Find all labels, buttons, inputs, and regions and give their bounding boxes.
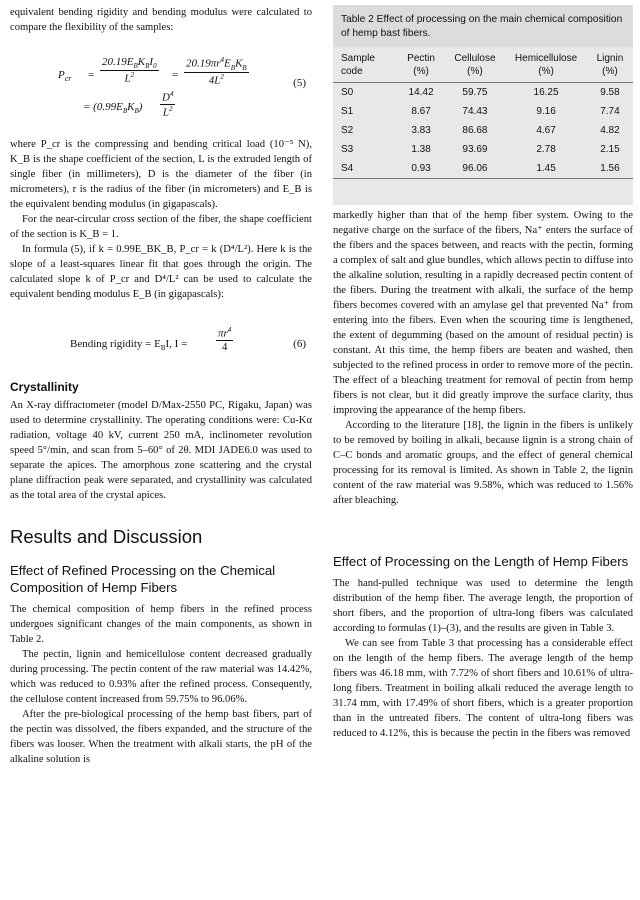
effect-chemical-heading: Effect of Refined Processing on the Chemical Composition of Hemp Fibers — [10, 563, 276, 595]
table-cell: 9.16 — [536, 106, 556, 117]
table-cell: 1.56 — [600, 163, 620, 174]
table-cell: 96.06 — [462, 163, 488, 174]
table-row — [333, 83, 633, 103]
length-heading: Effect of Processing on the Length of Hemp Fibers — [333, 554, 629, 569]
table-cell: 93.69 — [462, 144, 488, 155]
header-hemicellulose: Hemicellulose (%) — [514, 53, 578, 77]
table-row — [333, 102, 633, 121]
crystallinity-heading: Crystallinity — [10, 380, 79, 394]
table-cell: 14.42 — [408, 87, 434, 98]
eq5-lhs: $P_{cr}$ — [58, 69, 72, 84]
eq6-number: (6) — [293, 338, 306, 350]
table-cell: 59.75 — [462, 87, 488, 98]
table-cell: S2 — [341, 125, 354, 136]
table-cell: 3.83 — [411, 125, 431, 136]
effect-paragraph-3: After the pre-biological processing of the hemp bast fibers, part of the pectin was dissolved, the fibers expanded, and the structure of the fibers was looser. When the treatment with alkali starts, the pH of the alkaline solution is — [10, 709, 312, 765]
eq6-fraction: $\frac{\pi r^4}{4}$ — [218, 326, 232, 353]
table-header-row — [333, 47, 633, 83]
eq5-fraction-1: $20.19E_BK_BI_0$ $L^2$ — [102, 56, 157, 85]
table-cell: 4.82 — [600, 125, 620, 136]
table-row — [333, 140, 633, 159]
table-cell: 7.74 — [600, 106, 620, 117]
eq5-line-2: = $(0.99E_BK_B)$ — [83, 101, 143, 116]
table-cell: 0.93 — [411, 163, 431, 174]
table-cell: S4 — [341, 163, 354, 174]
table-2-caption: Table 2 Effect of processing on the main chemical composition of hemp bast fibers. — [333, 5, 633, 47]
right-paragraph-2: According to the literature [18], the lignin in the fibers is unlikely to be removed by boiling in alkali, because lignin is a strong chain of C–C bonds and aromatic groups, and the effect of general chemical processing for its removal is limited. As shown in Table 2, the lignin content of the raw material was 9.58%, which was reduced to 1.56% after bleaching. — [333, 420, 633, 506]
right-column — [333, 0, 633, 741]
eq5-fraction-2: $20.19\pi r^4E_BK_B$ $4L^2$ — [186, 56, 247, 87]
left-column — [10, 0, 312, 767]
crystallinity-paragraph: An X-ray diffractometer (model D/Max-2550 PC, Rigaku, Japan) was used to determine crystallinity. The operating conditions were: Cu-Kα radiation, voltage 40 kV, current 250 mA, inclinometer revolution speed 5°/min, and scan from 5–60° of 2θ. MDI JADE6.0 was used to separate the apices. The amorphous zone scattering and the crystal plane diffraction peak were separated, and crystallinity was calculated as the total area of the crystal apices. — [10, 400, 312, 501]
table-cell: 1.45 — [536, 163, 556, 174]
eq6-text: Bending rigidity = $E_BI$, I = — [70, 338, 188, 353]
equation-5 — [10, 49, 312, 119]
table-row — [333, 159, 633, 179]
effect-paragraph-1: The chemical composition of hemp fibers in the refined process undergoes significant changes of the main components, as shown in Table 2. — [10, 604, 312, 645]
table-cell: 2.15 — [600, 144, 620, 155]
table-cell: S0 — [341, 87, 354, 98]
intro-paragraph: equivalent bending rigidity and bending modulus were calculated to compare the flexibility of the samples: — [10, 7, 312, 33]
header-sample-code: Sample code — [341, 53, 375, 77]
right-paragraph-4: We can see from Table 3 that processing has a considerable effect on the length of the hemp fibers. The average length of the hemp fibers was 46.18 mm, with 7.72% of short fibers and 10.61% of ultra-long fibers. Treatment in boiling alkali reduced the average length to 31.74 mm, with 17.49% of short fibers, which is a greater proportion than in the untreated fibers. The content of ultra-long fibers was reduced to 4.12%, this is because the pectin in the fibers was removed — [333, 638, 633, 739]
table-row — [333, 121, 633, 140]
formula5-paragraph: In formula (5), if k = 0.99E_BK_B, P_cr = k (D⁴/L²). Here k is the slope of a least-squares linear fit that goes through the origin. The calculated slope k of P_cr and D⁴/L² can be used to calculate the equivalent bending modulus E_B (in gigapascals): — [10, 244, 312, 300]
table-cell: 9.58 — [600, 87, 620, 98]
where-paragraph: where P_cr is the compressing and bending critical load (10⁻⁵ N), K_B is the shape coefficient of the section, L is the extruded length of single fiber (in millimeters), D is the diameter of the fiber (in micrometers), r is the radius of the fiber (in micrometers) and E_B is the equivalent bending modulus (in gigapascals). — [10, 139, 312, 210]
eq5-fraction-3: $\frac{D^4}{L^2}$ — [162, 90, 174, 119]
table-cell: 1.38 — [411, 144, 431, 155]
effect-paragraph-2: The pectin, lignin and hemicellulose content decreased gradually during processing. The pectin content of the raw material was 14.42%, which was reduced to 0.93% after the refined process. Consequently, the cellulose content increased from 59.75% to 96.06%. — [10, 649, 312, 705]
table-2-grid — [333, 47, 633, 179]
table-cell: 86.68 — [462, 125, 488, 136]
eq5-equals-1: = — [88, 69, 95, 81]
results-heading: Results and Discussion — [10, 526, 203, 547]
header-cellulose: Cellulose (%) — [454, 53, 496, 77]
table-cell: 74.43 — [462, 106, 488, 117]
equation-6 — [10, 326, 312, 360]
table-cell: S3 — [341, 144, 354, 155]
table-cell: 4.67 — [536, 125, 556, 136]
header-pectin: Pectin (%) — [407, 53, 435, 77]
table-cell: 8.67 — [411, 106, 431, 117]
eq5-equals-2: = — [172, 69, 179, 81]
near-circular-paragraph: For the near-circular cross section of the fiber, the shape coefficient of the section is K_B = 1. — [10, 214, 312, 240]
table-cell: 16.25 — [533, 87, 559, 98]
right-paragraph-1: markedly higher than that of the hemp fiber system. Owing to the negative charge on the surface of the fibers, Na⁺ enters the surface of the fibers and the spaces between, and reacts with the pectin, forming a complex of salt and glue bundles, which allows pectin to diffuse into the alkaline solution, resulting in a rapidly decreased pectin content of the fibers. During the treatment with alkali, the surface of the hemp fibers becomes covered with an amylase gel that prevented Na⁺ from entering into the fibers. Even when the scouring time is lengthened, the extent of degumming (based on the amount of residual pectin) is constant. At this time, the hemp fibers are beaten and washed, then subjected to the refined process in order to remove more of the pectin. The effect of a bleaching treatment for removal of pectin from hemp fibers is not clear, but it did greatly improve the surface clarity, thus improving the appearance of the hemp fibers. — [333, 210, 633, 416]
table-2 — [333, 5, 633, 205]
table-cell: S1 — [341, 106, 354, 117]
header-lignin: Lignin (%) — [596, 53, 624, 77]
eq5-number: (5) — [293, 77, 306, 89]
right-paragraph-3: The hand-pulled technique was used to determine the length distribution of the hemp fiber. The average length, the proportion of short fibers, and the proportion of ultra-long fibers was calculated according to formulas (1)–(3), and the results are given in Table 3. — [333, 578, 633, 634]
table-cell: 2.78 — [536, 144, 556, 155]
